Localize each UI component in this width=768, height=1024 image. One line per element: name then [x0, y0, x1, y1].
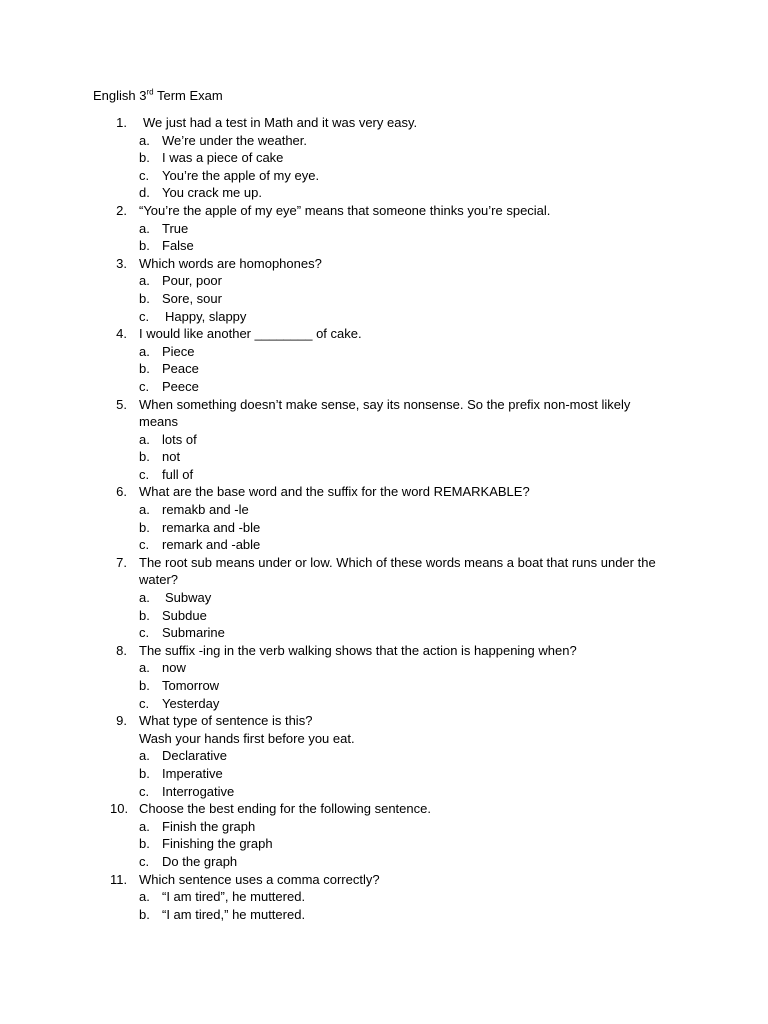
option-text: I was a piece of cake	[162, 150, 284, 166]
question-line	[0, 871, 768, 889]
option-text: Peece	[162, 378, 199, 394]
question-text: Which sentence uses a comma correctly?	[139, 871, 380, 887]
option-letter: c.	[139, 853, 150, 869]
question-number: 11.	[110, 871, 128, 887]
answer-option	[0, 695, 768, 713]
page-title	[93, 87, 223, 104]
answer-option	[0, 747, 768, 765]
question-text: When something doesn’t make sense, say its nonsense. So the prefix non-most likely	[139, 396, 631, 412]
question-text: Choose the best ending for the following sentence.	[139, 801, 431, 817]
question-number: 9.	[116, 713, 127, 729]
question-text: Which words are homophones?	[139, 255, 322, 271]
option-text: lots of	[162, 431, 197, 447]
answer-option	[0, 448, 768, 466]
option-text: Imperative	[162, 765, 223, 781]
answer-option	[0, 431, 768, 449]
question-text: What are the base word and the suffix for the word REMARKABLE?	[139, 484, 530, 500]
option-text: remarka and -ble	[162, 519, 261, 535]
question-line	[0, 800, 768, 818]
answer-option	[0, 835, 768, 853]
question-number: 3.	[116, 255, 127, 271]
answer-option	[0, 149, 768, 167]
option-letter: b.	[139, 290, 150, 306]
answer-option	[0, 888, 768, 906]
option-letter: b.	[139, 361, 150, 377]
option-text: Sore, sour	[162, 290, 222, 306]
answer-option	[0, 290, 768, 308]
question-text: Wash your hands first before you eat.	[139, 730, 355, 746]
answer-option	[0, 272, 768, 290]
question-line	[0, 202, 768, 220]
option-letter: a.	[139, 220, 150, 236]
answer-option	[0, 308, 768, 326]
option-letter: c.	[139, 537, 150, 553]
question-text: We just had a test in Math and it was very easy.	[143, 115, 418, 130]
option-letter: c.	[139, 625, 150, 641]
question-line	[0, 255, 768, 273]
option-letter: a.	[139, 431, 150, 447]
option-letter: b.	[139, 238, 150, 254]
option-letter: c.	[139, 695, 150, 711]
answer-option	[0, 624, 768, 642]
question-number: 8.	[116, 642, 127, 658]
option-text: Do the graph	[162, 853, 238, 869]
option-letter: b.	[139, 519, 150, 535]
option-text: full of	[162, 466, 194, 482]
answer-option	[0, 589, 768, 607]
question-line	[0, 325, 768, 343]
question-text: I would like another ________ of cake.	[139, 326, 362, 342]
answer-option	[0, 360, 768, 378]
question-text: What type of sentence is this?	[139, 713, 313, 729]
answer-option	[0, 677, 768, 695]
question-continuation	[0, 730, 768, 748]
question-line	[0, 114, 768, 132]
option-text: Piece	[162, 343, 195, 359]
option-text: Submarine	[162, 625, 225, 641]
title-suffix: Term Exam	[153, 88, 223, 103]
option-text: Tomorrow	[162, 678, 220, 693]
answer-option	[0, 167, 768, 185]
answer-option	[0, 132, 768, 150]
question-text: The root sub means under or low. Which of these words means a boat that runs under the	[139, 554, 656, 570]
question-number: 4.	[116, 326, 127, 342]
question-number: 7.	[116, 554, 127, 570]
title-superscript: rd	[146, 87, 154, 97]
option-letter: b.	[139, 836, 150, 852]
title-prefix: English 3	[93, 88, 147, 103]
option-letter: c.	[139, 783, 150, 799]
option-text: “I am tired,” he muttered.	[162, 906, 306, 922]
option-letter: c.	[139, 308, 150, 324]
option-letter: b.	[139, 607, 150, 623]
answer-option	[0, 783, 768, 801]
answer-option	[0, 184, 768, 202]
option-text: not	[162, 449, 181, 465]
question-number: 1.	[116, 115, 127, 130]
question-line	[0, 712, 768, 730]
option-letter: d.	[139, 185, 150, 201]
option-letter: b.	[139, 765, 150, 781]
option-text: Peace	[162, 361, 199, 377]
answer-option	[0, 466, 768, 484]
option-text: “I am tired”, he muttered.	[162, 889, 306, 905]
option-text: False	[162, 238, 194, 254]
question-continuation	[0, 413, 768, 431]
answer-option	[0, 519, 768, 537]
question-text: “You’re the apple of my eye” means that someone thinks you’re special.	[139, 202, 551, 218]
question-line	[0, 642, 768, 660]
option-text: Happy, slappy	[165, 308, 247, 324]
option-text: You crack me up.	[162, 185, 262, 201]
option-text: Finishing the graph	[162, 836, 273, 852]
option-text: now	[162, 660, 186, 676]
option-letter: c.	[139, 466, 150, 482]
option-letter: c.	[139, 167, 150, 183]
option-text: remakb and -le	[162, 502, 249, 518]
question-continuation	[0, 571, 768, 589]
answer-option	[0, 853, 768, 871]
option-text: remark and -able	[162, 537, 261, 553]
question-number: 5.	[116, 396, 127, 412]
option-letter: b.	[139, 906, 150, 922]
question-text: means	[139, 414, 179, 430]
question-text: The suffix -ing in the verb walking shows that the action is happening when?	[139, 642, 577, 658]
question-number: 10.	[110, 801, 129, 817]
question-number: 2.	[116, 202, 127, 218]
option-text: We’re under the weather.	[162, 132, 308, 148]
answer-option	[0, 343, 768, 361]
question-line	[0, 396, 768, 414]
option-letter: a.	[139, 660, 150, 676]
option-letter: a.	[139, 132, 150, 148]
answer-option	[0, 237, 768, 255]
option-letter: c.	[139, 378, 150, 394]
option-text: You’re the apple of my eye.	[162, 167, 320, 183]
option-text: True	[162, 220, 189, 236]
answer-option	[0, 220, 768, 238]
answer-option	[0, 536, 768, 554]
answer-option	[0, 607, 768, 625]
question-text: water?	[139, 572, 179, 588]
answer-option	[0, 818, 768, 836]
option-letter: a.	[139, 502, 150, 518]
option-letter: a.	[139, 273, 150, 289]
answer-option	[0, 765, 768, 783]
option-letter: a.	[139, 343, 150, 359]
option-letter: a.	[139, 748, 150, 764]
option-letter: b.	[139, 449, 150, 465]
option-letter: a.	[139, 889, 150, 905]
answer-option	[0, 906, 768, 924]
question-number: 6.	[116, 484, 127, 500]
option-text: Interrogative	[162, 783, 235, 799]
option-letter: a.	[139, 590, 150, 606]
option-text: Subdue	[162, 607, 207, 623]
answer-option	[0, 501, 768, 519]
answer-option	[0, 659, 768, 677]
question-line	[0, 554, 768, 572]
option-letter: b.	[139, 150, 150, 166]
option-text: Finish the graph	[162, 818, 256, 834]
option-text: Yesterday	[162, 695, 220, 711]
option-letter: a.	[139, 818, 150, 834]
question-list	[0, 114, 768, 923]
option-text: Subway	[165, 590, 212, 606]
option-text: Pour, poor	[162, 273, 222, 289]
question-line	[0, 483, 768, 501]
option-letter: b.	[139, 678, 150, 693]
option-text: Declarative	[162, 748, 228, 764]
answer-option	[0, 378, 768, 396]
